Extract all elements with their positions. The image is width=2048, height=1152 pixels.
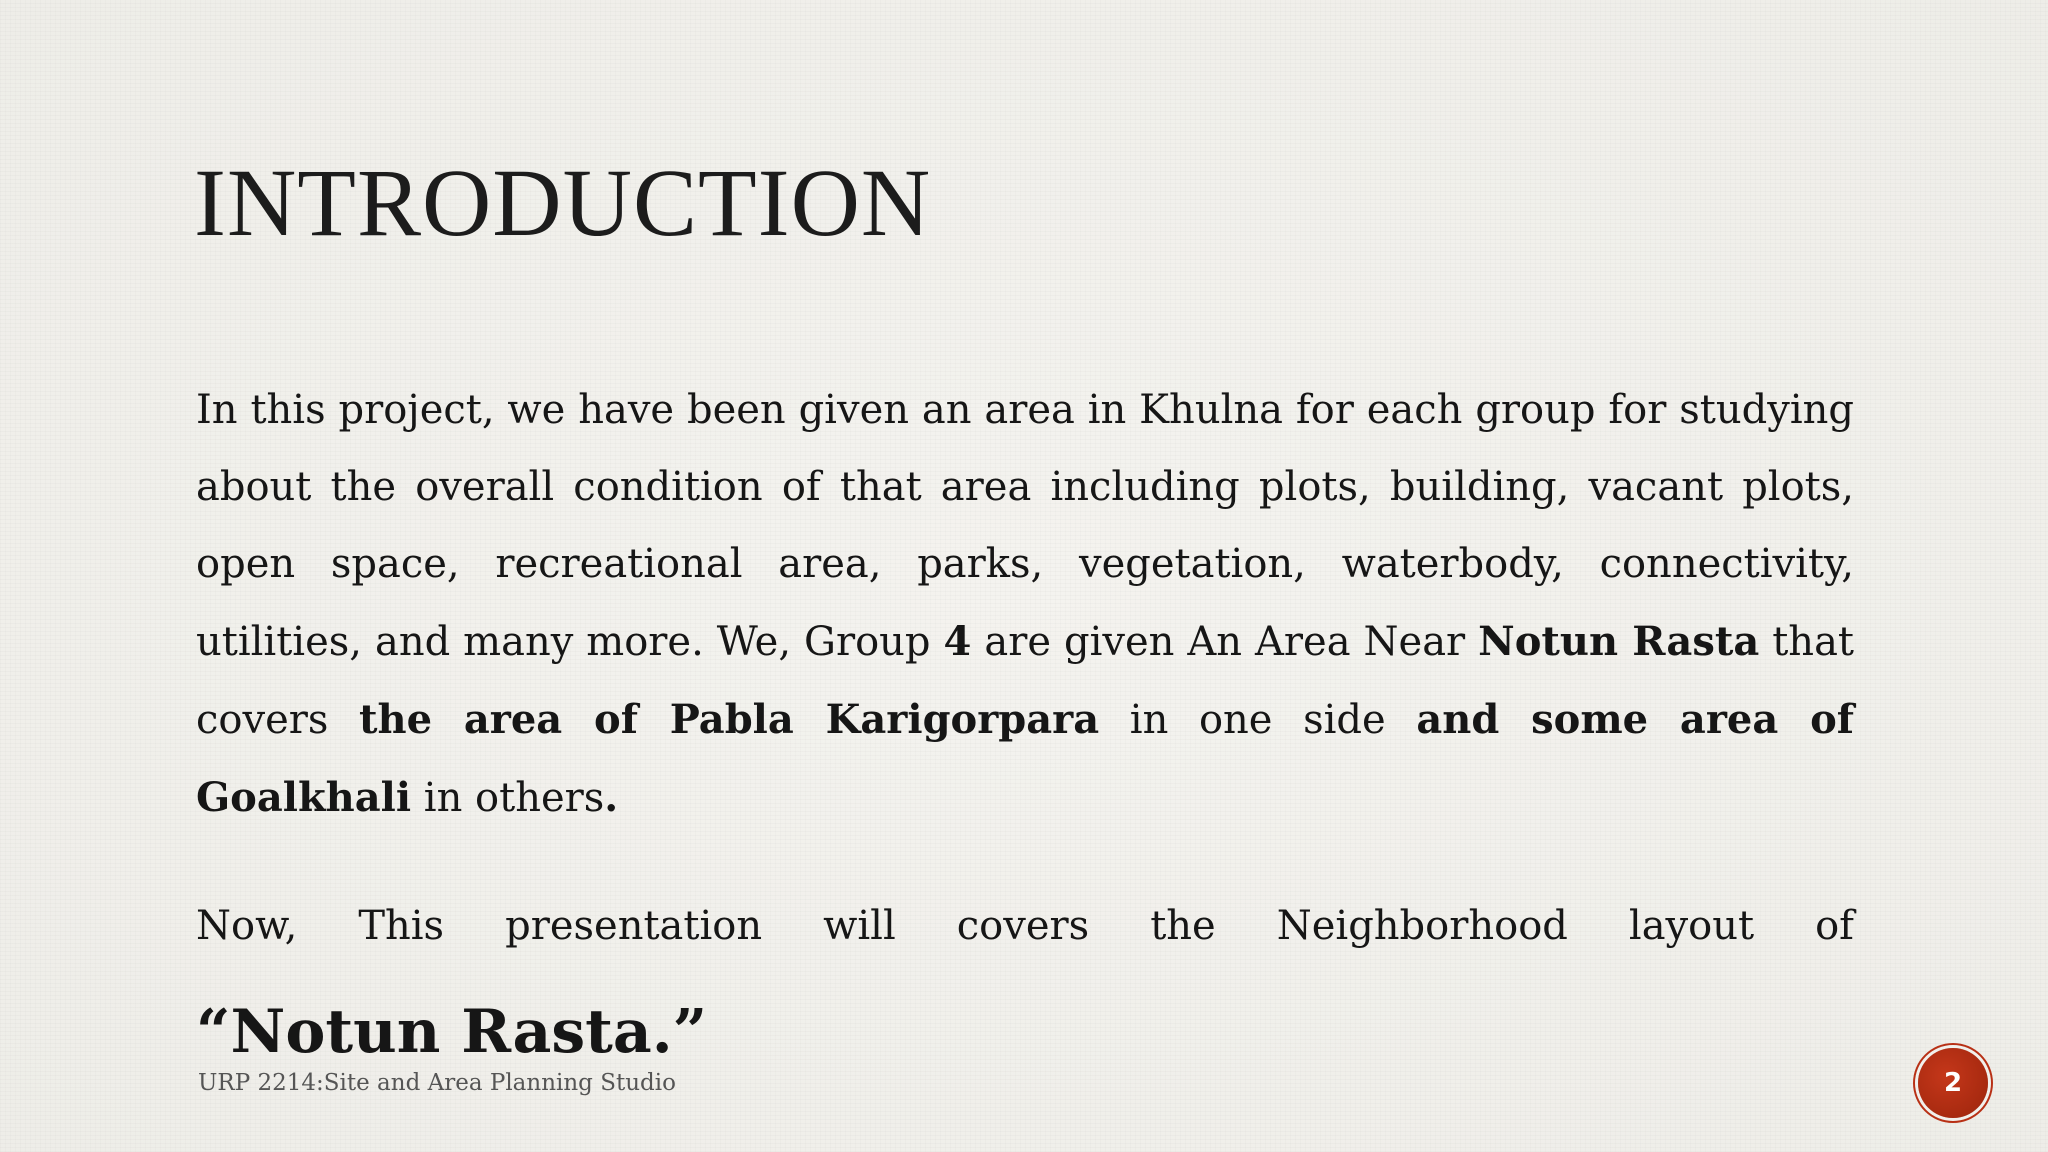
intro-text-3: that covers: [196, 619, 1854, 743]
intro-area-name: Notun Rasta: [1478, 618, 1760, 665]
intro-area-goalkhali: and some area of Goalkhali: [196, 696, 1855, 821]
page-number: 2: [1943, 1068, 1963, 1098]
presentation-text: Now, This presentation will covers the Neighborhood layout of: [196, 903, 1854, 949]
presentation-paragraph: [196, 873, 1854, 1092]
slide-title: INTRODUCTION: [194, 149, 932, 256]
intro-area-pabla: the area of Pabla Karigorpara: [359, 696, 1100, 743]
intro-paragraph: [196, 372, 1854, 837]
intro-text-5: in others: [411, 775, 605, 821]
intro-group-number: 4: [943, 618, 972, 665]
intro-period: .: [604, 774, 619, 821]
slide-body: [196, 372, 1854, 1092]
intro-text-1: In this project, we have been given an area in Khulna for each group for studying about the overall condition of that area including plots, building, vacant plots, open space, recreational area, parks, vegetation, waterbody, connectivity, utilities, and many more. We, Group: [196, 387, 1854, 665]
presentation-quote: “Notun Rasta.”: [196, 997, 708, 1067]
slide-footer: URP 2214:Site and Area Planning Studio: [198, 1070, 676, 1096]
intro-text-4: in one side: [1099, 697, 1417, 743]
intro-text-2: are given An Area Near: [971, 619, 1479, 665]
page-number-badge: [1918, 1048, 1988, 1118]
